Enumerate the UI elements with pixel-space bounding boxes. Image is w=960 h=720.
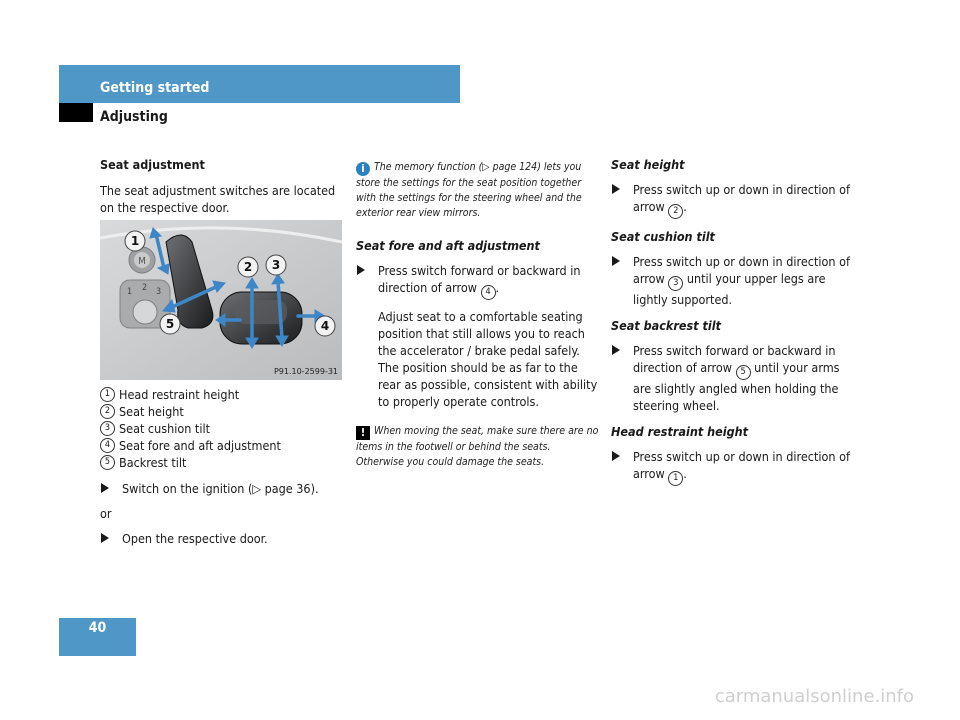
backrest-tilt-step — [611, 342, 856, 414]
seat-adjustment-heading: Seat adjustment — [100, 157, 205, 172]
legend-text: Seat fore and aft adjustment — [119, 438, 281, 453]
fore-aft-heading: Seat fore and aft adjustment — [356, 238, 540, 253]
arrow-number: 3 — [668, 276, 683, 291]
legend-number: 3 — [100, 421, 115, 436]
column-1 — [100, 156, 342, 216]
info-icon: i — [356, 162, 370, 176]
warning-note-text: When moving the seat, make sure there are no items in the footwell or behind the seats. Otherwise you could damage the seats. — [356, 425, 599, 468]
legend-text: Backrest tilt — [119, 455, 187, 470]
page-number: 40 — [88, 620, 107, 636]
legend-number: 5 — [100, 455, 115, 470]
step-text: Switch on the ignition (▷ page 36). — [122, 481, 319, 496]
legend-number: 4 — [100, 438, 115, 453]
cushion-tilt-step — [611, 253, 856, 308]
seat-height-step — [611, 181, 856, 219]
fore-aft-detail: Adjust seat to a comfortable seating position that still allows you to reach the accelerator / brake pedal safely. The position should be as far to the rear as possible, consistent with ability to properly operate controls. — [378, 309, 598, 409]
figure-label-mem1: 1 — [127, 287, 133, 297]
step-door — [100, 530, 342, 547]
warning-note — [356, 424, 601, 470]
step-text-end: until your upper legs are lightly supported. — [633, 271, 826, 307]
head-restraint-step — [611, 448, 856, 486]
fore-aft-step — [356, 262, 601, 300]
cushion-tilt-heading: Seat cushion tilt — [611, 229, 715, 244]
bullet-arrow-icon — [357, 265, 365, 275]
backrest-tilt-heading: Seat backrest tilt — [611, 318, 722, 333]
step-text: Press switch forward or backward in direction of arrow — [633, 343, 836, 375]
figure-code: P91.10-2599-31 — [273, 367, 338, 376]
legend-number: 2 — [100, 404, 115, 419]
figure-callout-3: 3 — [271, 258, 281, 272]
warning-icon: ! — [356, 426, 370, 440]
step-text-end: . — [683, 199, 687, 214]
legend-text: Head restraint height — [119, 387, 240, 402]
legend-text: Seat cushion tilt — [119, 421, 210, 436]
figure-label-m: M — [138, 256, 146, 267]
bullet-arrow-icon — [101, 483, 109, 493]
step-text-end: . — [495, 280, 500, 295]
bullet-arrow-icon — [612, 184, 620, 194]
subsection-title: Adjusting — [100, 109, 168, 125]
legend-item — [100, 386, 342, 403]
step-ignition — [100, 480, 342, 497]
column-3 — [611, 156, 856, 486]
figure-callout-5: 5 — [165, 317, 175, 331]
seat-height-heading: Seat height — [611, 157, 685, 172]
legend-and-steps — [100, 386, 342, 547]
bullet-arrow-icon — [101, 533, 109, 543]
column-2 — [356, 160, 601, 470]
legend-item — [100, 437, 342, 454]
watermark-text: carmanualsonline.info — [714, 686, 914, 707]
step-text: Press switch forward or backward in direction of arrow — [378, 263, 581, 295]
section-title: Getting started — [100, 80, 210, 96]
figure-callout-2: 2 — [243, 260, 253, 274]
figure-label-mem3: 3 — [156, 287, 162, 297]
intro-text: The seat adjustment switches are located on the respective door. — [100, 183, 336, 215]
head-restraint-heading: Head restraint height — [611, 424, 749, 439]
info-note-text: The memory function (▷ page 124) lets you store the settings for the seat position together with the settings for the steering wheel and the exterior rear view mirrors. — [356, 161, 582, 219]
bullet-arrow-icon — [612, 256, 620, 266]
figure-label-mem2: 2 — [142, 283, 148, 293]
arrow-number: 2 — [668, 204, 683, 219]
or-text: or — [100, 506, 112, 521]
step-text: Press switch up or down in direction of arrow — [633, 254, 850, 286]
header-marker — [59, 103, 93, 122]
figure-callout-4: 4 — [320, 319, 330, 333]
step-text-end: . — [683, 466, 687, 481]
legend-item — [100, 420, 342, 437]
arrow-number: 4 — [481, 285, 496, 300]
arrow-number: 5 — [736, 365, 751, 380]
bullet-arrow-icon — [612, 345, 620, 355]
step-text-end: until your arms are slightly angled when holding the steering wheel. — [633, 360, 840, 413]
seat-switch-figure — [100, 220, 342, 380]
figure-callout-1: 1 — [130, 234, 140, 248]
memory-info-note — [356, 160, 601, 221]
legend-number: 1 — [100, 387, 115, 402]
step-text: Press switch up or down in direction of arrow — [633, 449, 850, 481]
legend-item — [100, 403, 342, 420]
step-text: Press switch up or down in direction of arrow — [633, 182, 850, 214]
legend-text: Seat height — [119, 404, 184, 419]
bullet-arrow-icon — [612, 451, 620, 461]
step-text: Open the respective door. — [122, 531, 268, 546]
arrow-number: 1 — [668, 471, 683, 486]
legend-item — [100, 454, 342, 471]
seat-switch-illustration — [100, 220, 342, 380]
